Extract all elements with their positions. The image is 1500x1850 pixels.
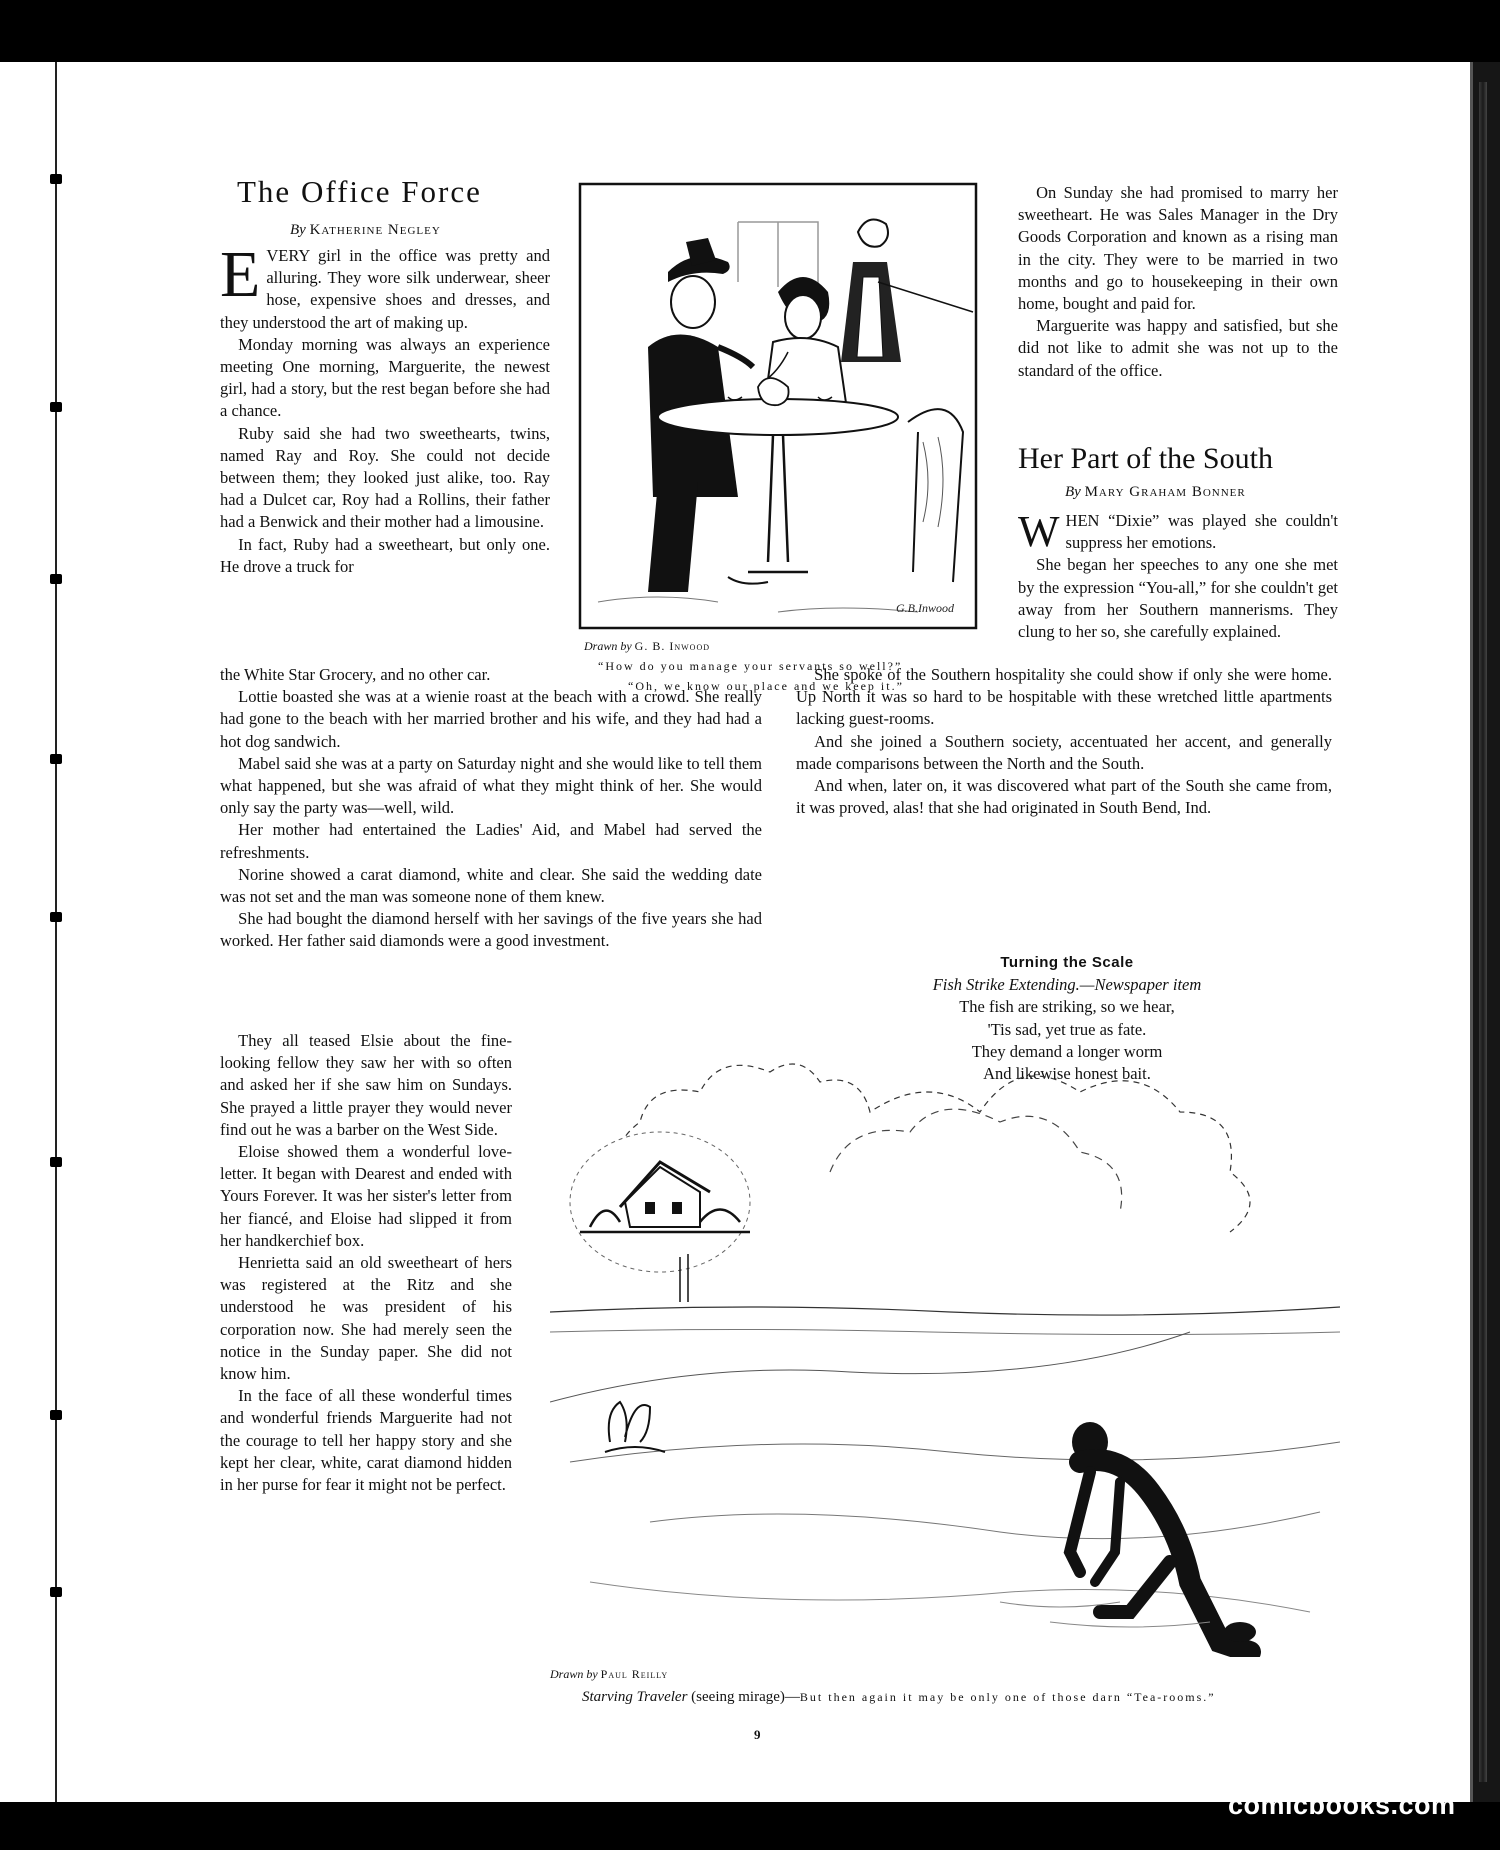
credit-prefix: Drawn by [550,1667,598,1681]
caption-speaker: Starving Traveler [582,1689,688,1705]
article-title-her-part-of-the-south: Her Part of the South [1018,442,1273,475]
paragraph: In fact, Ruby had a sweetheart, but only one. He drove a truck for [220,534,550,576]
caption-line-2: “Oh, we know our place and we keep it.” [628,679,904,693]
book-spine-edge [1470,62,1500,1802]
illustration1-credit [584,639,710,654]
paragraph: Eloise showed them a wonderful love-letter. It began with Dearest and ended with Yours Forever. It was her sister's letter from her fiancé, and Eloise had slipped it from her handkerchief box. [220,1142,512,1250]
paragraph: She spoke of the Southern hospitality she could show if only she were home. Up North it was so hard to be hospitable with these wretched little apartments lacking guest-rooms. [796,665,1332,729]
poem-subtitle: Fish Strike Extending.—Newspaper item [932,975,1202,995]
byline-by: By [1065,484,1081,500]
poem-title: Turning the Scale [1000,954,1134,971]
binding-stitch [50,912,62,922]
binding-stitch [50,1410,62,1420]
paragraph: And she joined a Southern society, accentuated her accent, and generally made comparisons between the North and the South. [796,731,1332,773]
credit-artist: Paul Reilly [600,1667,669,1681]
illustration-signature: G.B.Inwood [896,601,954,615]
caption-text: But then again it may be only one of those darn “Tea-rooms.” [799,1690,1216,1704]
south-column-wide [796,664,1332,819]
paragraph: She began her speeches to any one she met by the expression “You-all,” for she couldn't get away from her Southern mannerisms. They clung to her so, she carefully explained. [1018,555,1338,642]
dropcap: W [1018,507,1060,556]
binding-stitch [50,174,62,184]
poem-line: And likewise honest bait. [983,1064,1151,1084]
site-watermark: comicbooks.com [1228,1790,1456,1820]
binding-stitch [50,1587,62,1597]
office-force-column-wide [220,664,762,953]
poem-line: They demand a longer worm [971,1041,1163,1061]
south-column-narrow [1018,507,1338,643]
paragraph: Mabel said she was at a party on Saturday night and she would like to tell them what happened, but she was afraid of what they might think of her. She would only say the party was—well, wild. [220,753,762,818]
credit-artist: G. B. Inwood [634,639,710,653]
paragraph: Marguerite was happy and satisfied, but she did not like to admit she was not up to the standard of the office. [1018,316,1338,380]
binding-stitch [50,402,62,412]
office-force-column-lower [220,1030,512,1496]
poem-line: 'Tis sad, yet true as fate. [987,1019,1147,1039]
paragraph: Henrietta said an old sweetheart of hers was registered at the Ritz and she understood he was president of his corporation now. She had merely seen the notice in the Sunday paper. She did not know him. [220,1253,512,1384]
illustration2-credit [550,1667,668,1682]
author-name: Mary Graham Bonner [1084,484,1246,500]
paragraph: Her mother had entertained the Ladies' Aid, and Mabel had served the refreshments. [220,820,762,862]
byline-by: By [290,222,306,238]
article-title-office-force: The Office Force [237,174,482,209]
caption-line-1: “How do you manage your servants so well?” [598,659,903,673]
tea-party-illustration [578,182,978,630]
paragraph: Lottie boasted she was at a wienie roast at the beach with a crowd. She really had gone to the beach with her married brother and his wife, and they had had a hot dog sandwich. [220,687,762,751]
paragraph: On Sunday she had promised to marry her sweetheart. He was Sales Manager in the Dry Goods Corporation and known as a rising man in the city. They were to be married in two months and go to housekeeping in their own home, bought and paid for. [1018,183,1338,314]
mirage-illustration [550,1042,1340,1657]
dropcap: E [220,238,261,311]
paragraph: Ruby said she had two sweethearts, twins, named Ray and Roy. She could not decide between them; they looked just alike, too. Ray had a Dulcet car, Roy had a Rollins, their father had a Benwick and their mother had a limousine. [220,423,550,532]
paragraph: Norine showed a carat diamond, white and clear. She said the wedding date was not set and the man was someone none of them knew. [220,864,762,907]
magazine-page [0,62,1470,1802]
paragraph: They all teased Elsie about the fine-looking fellow they saw her with so often and asked her if she saw him on Sundays. She prayed a little prayer they would never find out he was a barber on the West Side. [220,1031,512,1139]
office-force-column-upper [220,238,550,578]
office-force-first-para: EVERY girl in the office was pretty and alluring. They wore silk underwear, sheer hose, expensive shoes and dresses, and they understood the art of making up. [220,238,550,332]
byline-negley [290,222,441,239]
credit-prefix: Drawn by [584,639,632,653]
paragraph: the White Star Grocery, and no other car. [220,665,491,684]
paragraph: And when, later on, it was discovered what part of the South she came from, it was proved, alas! that she had originated in South Bend, Ind. [796,776,1332,818]
binding-stitch [50,574,62,584]
binding-stitch [50,1157,62,1167]
author-name: Katherine Negley [309,222,441,238]
paragraph: In the face of all these wonderful times and wonderful friends Marguerite had not the courage to tell her happy story and she kept her clear, white, carat diamond hidden in her purse for fear it might not be perfect. [220,1386,512,1495]
binding-gutter [55,62,57,1802]
office-force-column-right [1018,182,1338,382]
page-number: 9 [754,1727,761,1742]
byline-bonner [1065,484,1246,501]
paragraph: She had bought the diamond herself with her savings of the five years she had worked. Her father said diamonds were a good investment. [220,909,762,951]
poem-line: The fish are striking, so we hear, [959,997,1175,1017]
caption-stage: (seeing mirage)— [687,1689,800,1705]
illustration2-caption [582,1687,1322,1707]
south-first-para: WHEN “Dixie” was played she couldn't suppress her emotions. [1018,507,1338,556]
binding-stitch [50,754,62,764]
paragraph: Monday morning was always an experience meeting One morning, Marguerite, the newest girl, had a story, but the rest began before she had a chance. [220,334,550,421]
